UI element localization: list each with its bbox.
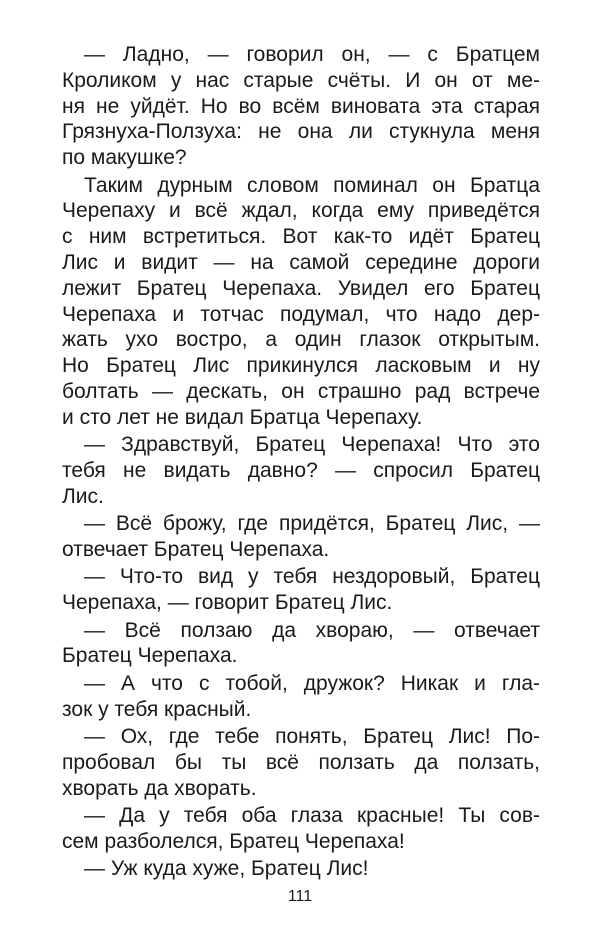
text-line: Лис и видит — на самой середине дороги bbox=[62, 251, 540, 274]
text-line: лежит Братец Черепаха. Увидел его Братец bbox=[62, 276, 540, 300]
text-line: Братец Черепаха. bbox=[62, 644, 238, 668]
text-line: хворать да хворать. bbox=[62, 776, 257, 800]
text-line: Черепаха и тотчас подумал, что надо дер- bbox=[62, 302, 540, 326]
text-line: Но Братец Лис прикинулся ласковым и ну bbox=[62, 354, 540, 378]
text-line: с ним встретиться. Вот как-то идёт Братец bbox=[62, 225, 540, 249]
text-line: — А что с тобой, дружок? Никак и гла- bbox=[84, 671, 540, 695]
text-line: ня не уйдёт. Но во всём виновата эта старая bbox=[62, 94, 540, 118]
text-line: Лис. bbox=[62, 484, 104, 508]
text-line: болтать — дескать, он страшно рад встрече bbox=[62, 380, 540, 403]
text-line: отвечает Братец Черепаха. bbox=[62, 538, 330, 561]
text-line: — Здравствуй, Братец Черепаха! Что это bbox=[84, 433, 540, 457]
text-line: по макушке? bbox=[62, 146, 187, 170]
text-line: зок у тебя красный. bbox=[62, 697, 252, 721]
text-line: жать ухо востро, а один глазок открытым. bbox=[62, 328, 540, 352]
text-line: — Уж куда хуже, Братец Лис! bbox=[84, 857, 369, 881]
text-line: сем разболелся, Братец Черепаха! bbox=[62, 829, 405, 853]
text-line: — Что-то вид у тебя нездоровый, Братец bbox=[84, 565, 540, 589]
text-line: — Да у тебя оба глаза красные! Ты сов- bbox=[84, 804, 540, 827]
text-line: Черепаха, — говорит Братец Лис. bbox=[62, 591, 393, 615]
text-line: пробовал бы ты всё ползать да ползать, bbox=[62, 750, 540, 774]
text-line: — Ох, где тебе понять, Братец Лис! По- bbox=[84, 725, 540, 748]
text-line: и сто лет не видал Братца Черепаху. bbox=[62, 405, 423, 429]
text-line: — Всё брожу, где придётся, Братец Лис, — bbox=[84, 512, 540, 536]
text-line: — Ладно, — говорил он, — с Братцем bbox=[84, 43, 540, 66]
text-line: — Всё ползаю да хвораю, — отвечает bbox=[84, 618, 540, 642]
text-line: Таким дурным словом поминал он Братца bbox=[84, 173, 540, 197]
text-line: Черепаху и всё ждал, когда ему приведётся bbox=[62, 199, 540, 223]
text-line: Кроликом у нас старые счёты. И он от ме- bbox=[62, 68, 540, 92]
text-line: Грязнуха-Ползуха: не она ли стукнула меня bbox=[62, 120, 540, 144]
text-line: тебя не видать давно? — спросил Братец bbox=[62, 459, 540, 482]
page-number: 111 bbox=[287, 888, 313, 905]
